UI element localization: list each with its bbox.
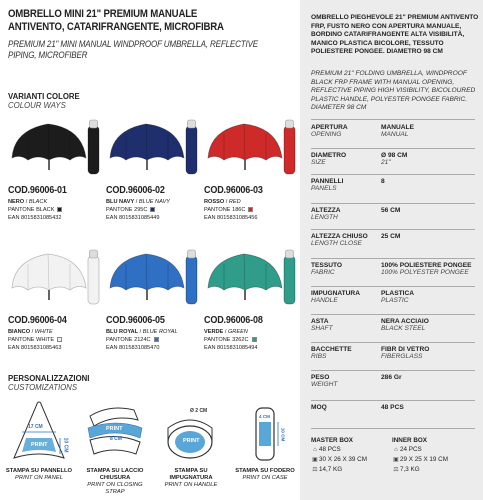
case-dim-2: 10 CM xyxy=(280,427,286,442)
spec-value: 100% POLIESTERE PONGEE 100% POLYESTER PONGEE xyxy=(381,262,472,276)
spec-divider xyxy=(311,400,475,401)
umbrella-image xyxy=(204,248,299,306)
variants-subheading: COLOUR WAYS xyxy=(8,101,66,110)
title-line-1: OMBRELLO MINI 21" PREMIUM MANUALE xyxy=(8,8,198,20)
custom-heading: PERSONALIZZAZIONI xyxy=(8,374,90,383)
spec-divider xyxy=(311,286,475,287)
variant-ean: EAN 8015831085456 xyxy=(204,215,258,221)
pantone-swatch xyxy=(150,207,155,212)
strap-print-label: PRINT xyxy=(106,426,123,432)
spec-row xyxy=(311,374,479,398)
spec-key: ALTEZZA LENGTH xyxy=(311,207,341,221)
custom-strap-caption: STAMPA SU LACCIO CHIUSURA PRINT ON CLOSING STRAP xyxy=(86,468,144,495)
custom-case xyxy=(230,398,300,498)
box-dimensions-icon: ▣ xyxy=(312,457,318,463)
master-box-pcs: 48 PCS xyxy=(319,446,341,453)
variant-pantone: PANTONE WHITE xyxy=(8,336,62,344)
spec-key: ALTEZZA CHIUSO LENGTH CLOSE xyxy=(311,233,368,247)
variant-pantone: PANTONE 186C xyxy=(204,206,253,214)
spec-row xyxy=(311,262,479,286)
spec-key: IMPUGNATURA HANDLE xyxy=(311,290,360,304)
box-weight-icon: ⚖ xyxy=(393,467,399,473)
variant-code: COD.96006-02 xyxy=(106,184,165,196)
umbrella-image xyxy=(106,248,201,306)
spec-row xyxy=(311,233,479,257)
panel-print-label: PRINT xyxy=(31,442,48,448)
spec-key: MOQ xyxy=(311,404,327,411)
variant-card xyxy=(204,118,299,238)
spec-key: BACCHETTE RIBS xyxy=(311,346,352,360)
strap-dim: 8 CM xyxy=(110,436,122,442)
spec-value: 25 CM xyxy=(381,233,401,240)
umbrella-image xyxy=(8,118,103,176)
variant-code: COD.96006-05 xyxy=(106,314,165,326)
box-dimensions-icon: ▣ xyxy=(393,457,399,463)
handle-print-label: PRINT xyxy=(183,438,200,444)
master-box-weight: 14,7 KG xyxy=(319,466,343,473)
inner-box-weight: 7,3 KG xyxy=(400,466,420,473)
panel-dim-1: 17 CM xyxy=(28,424,43,430)
spec-row xyxy=(311,124,479,148)
variant-code: COD.96006-08 xyxy=(204,314,263,326)
strap-print-icon xyxy=(80,398,150,466)
subtitle-line-2: PIPING, MICROFIBER xyxy=(8,49,88,60)
spec-divider xyxy=(311,203,475,204)
spec-row xyxy=(311,290,479,314)
spec-value: NERA ACCIAIO BLACK STEEL xyxy=(381,318,429,332)
variant-color-name: BLU NAVY / BLUE NAVY xyxy=(106,199,170,205)
description-en: PREMIUM 21" FOLDING UMBRELLA, WINDPROOF BLACK FRP FRAME WITH MANUAL OPENING, REFLECTIVE PIPING HIGH VISIBILITY, BICOLOURED PLASTIC HANDLE, POLYESTER PONGEE FABRIC. DIAMETER 98 CM xyxy=(311,70,476,112)
master-box-title: MASTER BOX xyxy=(311,437,353,444)
spec-divider xyxy=(311,342,475,343)
spec-divider xyxy=(311,119,475,120)
handle-dim: Ø 2 CM xyxy=(190,408,208,414)
pantone-swatch xyxy=(57,337,62,342)
spec-key: APERTURA OPENING xyxy=(311,124,348,138)
umbrella-image xyxy=(204,118,299,176)
spec-key: PANNELLI PANELS xyxy=(311,178,344,192)
master-box xyxy=(311,436,391,475)
pantone-swatch xyxy=(154,337,159,342)
spec-value: Ø 98 CM 21" xyxy=(381,152,408,166)
spec-key: TESSUTO FABRIC xyxy=(311,262,343,276)
inner-box-title: INNER BOX xyxy=(392,437,427,444)
variant-code: COD.96006-03 xyxy=(204,184,263,196)
custom-strap xyxy=(80,398,150,498)
box-pieces-icon: ⌂ xyxy=(394,447,398,453)
spec-row xyxy=(311,318,479,342)
inner-box-dims: 29 X 25 X 19 CM xyxy=(400,456,448,463)
variant-pantone: PANTONE 295C xyxy=(106,206,155,214)
product-subtitle xyxy=(8,38,258,60)
panel-dim-2: 10 CM xyxy=(62,437,69,453)
pantone-swatch xyxy=(57,207,62,212)
variant-color-name: BLU ROYAL / BLUE ROYAL xyxy=(106,329,178,335)
inner-box-pcs: 24 PCS xyxy=(400,446,422,453)
custom-panel xyxy=(4,398,74,498)
variant-ean: EAN 8015831085470 xyxy=(106,345,160,351)
variant-ean: EAN 8015831085494 xyxy=(204,345,258,351)
title-line-2: ANTIVENTO, CATARIFRANGENTE, MICROFIBRA xyxy=(8,20,224,33)
box-pieces-icon: ⌂ xyxy=(313,447,317,453)
spec-key: ASTA SHAFT xyxy=(311,318,333,332)
variant-color-name: ROSSO / RED xyxy=(204,199,241,205)
variant-ean: EAN 8015831085432 xyxy=(8,215,62,221)
spec-value: PLASTICA PLASTIC xyxy=(381,290,414,304)
pantone-swatch xyxy=(252,337,257,342)
variant-color-name: VERDE / GREEN xyxy=(204,329,248,335)
spec-divider xyxy=(311,258,475,259)
variant-card xyxy=(204,248,299,368)
product-sheet-right xyxy=(300,0,483,500)
variant-card xyxy=(8,248,103,368)
spec-divider xyxy=(311,229,475,230)
case-dim-1: 4 CM xyxy=(259,414,270,419)
spec-row xyxy=(311,178,479,202)
case-print-icon xyxy=(230,398,300,466)
pantone-swatch xyxy=(248,207,253,212)
umbrella-image xyxy=(8,248,103,306)
variant-color-name: NERO / BLACK xyxy=(8,199,48,205)
custom-case-caption: STAMPA SU FODERO PRINT ON CASE xyxy=(235,468,295,481)
spec-divider xyxy=(311,314,475,315)
spec-value: 48 PCS xyxy=(381,404,404,411)
umbrella-image xyxy=(106,118,201,176)
spec-row xyxy=(311,152,479,176)
variant-pantone: PANTONE 2124C xyxy=(106,336,159,344)
spec-row xyxy=(311,404,479,428)
variant-pantone: PANTONE BLACK xyxy=(8,206,62,214)
variant-code: COD.96006-01 xyxy=(8,184,67,196)
panel-print-icon xyxy=(4,398,74,466)
spec-row xyxy=(311,207,479,231)
inner-box xyxy=(392,436,477,475)
variant-card xyxy=(106,118,201,238)
spec-divider xyxy=(311,148,475,149)
description-it: OMBRELLO PIEGHEVOLE 21" PREMIUM ANTIVENTO FRP, FUSTO NERO CON APERTURA MANUALE, BORDINO CATARIFRANGENTE ALTA VISIBILITÀ, MANICO PLASTICA BICOLORE, TESSUTO POLIESTERE PONGEE. DIAMETRO 98 CM xyxy=(311,14,479,56)
spec-key: PESO WEIGHT xyxy=(311,374,338,388)
product-title xyxy=(8,8,257,33)
spec-value: 56 CM xyxy=(381,207,401,214)
variant-ean: EAN 8015831085463 xyxy=(8,345,62,351)
spec-divider xyxy=(311,174,475,175)
box-weight-icon: ⚖ xyxy=(312,467,318,473)
custom-handle xyxy=(156,398,226,498)
variant-card xyxy=(106,248,201,368)
spec-divider xyxy=(311,370,475,371)
spec-value: 286 Gr xyxy=(381,374,402,381)
spec-value: MANUALE MANUAL xyxy=(381,124,414,138)
variants-heading: VARIANTI COLORE xyxy=(8,92,80,101)
custom-subheading: CUSTOMIZATIONS xyxy=(8,383,78,392)
custom-handle-caption: STAMPA SU IMPUGNATURA PRINT ON HANDLE xyxy=(164,468,218,488)
spec-value: FIBR DI VETRO FIBERGLASS xyxy=(381,346,430,360)
spec-row xyxy=(311,346,479,370)
spec-value: 8 xyxy=(381,178,385,185)
variant-color-name: BIANCO / WHITE xyxy=(8,329,53,335)
variant-code: COD.96006-04 xyxy=(8,314,67,326)
master-box-dims: 30 X 26 X 39 CM xyxy=(319,456,367,463)
variant-card xyxy=(8,118,103,238)
custom-panel-caption: STAMPA SU PANNELLO PRINT ON PANEL xyxy=(5,468,73,481)
spec-divider xyxy=(311,428,475,429)
spec-key: DIAMETRO SIZE xyxy=(311,152,347,166)
variant-ean: EAN 8015831085449 xyxy=(106,215,160,221)
subtitle-line-1: PREMIUM 21" MINI MANUAL WINDPROOF UMBRELLA, REFLECTIVE xyxy=(8,38,258,49)
variant-pantone: PANTONE 3262C xyxy=(204,336,257,344)
